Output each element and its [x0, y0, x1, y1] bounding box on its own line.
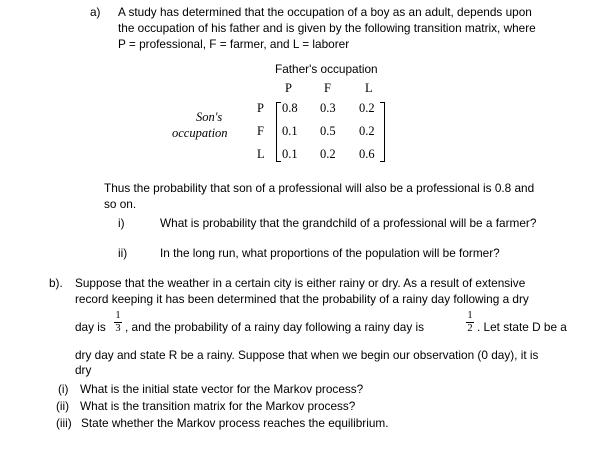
matrix-col-label-l: L — [365, 81, 373, 95]
part-b-question-3-text: State whether the Markov process reaches the equilibrium. — [81, 416, 389, 430]
part-a-explanation-line-2: so on. — [104, 197, 137, 211]
part-b-frac-line-middle: , and the probability of a rainy day following a rainy day is — [125, 320, 425, 334]
matrix-cell: 0.5 — [320, 124, 336, 138]
matrix-row-title-line-2: occupation — [172, 126, 228, 140]
matrix-col-label-f: F — [324, 81, 331, 95]
part-a-intro-line-2: the occupation of his father and is given by the following transition matrix, where — [118, 21, 536, 35]
part-a-intro-line-3: P = professional, F = farmer, and L = laborer — [118, 37, 350, 51]
matrix-cell: 0.6 — [359, 147, 375, 161]
part-b-question-3-num: (iii) — [56, 416, 72, 430]
part-a-intro-line-1: A study has determined that the occupation of a boy as an adult, depends upon — [118, 5, 532, 19]
matrix-cell: 0.1 — [282, 147, 298, 161]
matrix-right-bracket — [380, 102, 385, 162]
matrix-cell: 0.1 — [282, 124, 298, 138]
part-b-continuation-line-2: dry — [75, 363, 92, 377]
matrix-row-label-l: L — [257, 147, 265, 161]
fraction-numerator: 1 — [115, 310, 121, 321]
part-a-question-1-text: What is probability that the grandchild of a professional will be a farmer? — [160, 216, 537, 230]
fraction-one-half — [465, 311, 475, 334]
part-a-question-1-num: i) — [118, 216, 125, 230]
part-a-label: a) — [90, 5, 101, 19]
part-b-question-2-text: What is the transition matrix for the Markov process? — [80, 399, 356, 413]
part-b-question-1-num: (i) — [58, 382, 69, 396]
part-b-label: b). — [49, 276, 63, 290]
part-a-explanation-line-1: Thus the probability that son of a professional will also be a professional is 0.8 and — [104, 181, 535, 195]
matrix-col-label-p: P — [285, 81, 292, 95]
fraction-denominator: 3 — [115, 323, 121, 334]
matrix-cell: 0.3 — [320, 101, 336, 115]
part-b-question-2-num: (ii) — [56, 399, 70, 413]
fraction-one-third — [113, 311, 123, 334]
part-a-question-2-num: ii) — [118, 246, 128, 260]
part-a-question-2-text: In the long run, what proportions of the population will be former? — [160, 246, 500, 260]
part-b-question-1-text: What is the initial state vector for the Markov process? — [80, 382, 364, 396]
matrix-cell: 0.8 — [282, 101, 298, 115]
part-b-frac-line-end: . Let state D be a — [477, 320, 567, 334]
matrix-row-label-p: P — [257, 101, 264, 115]
part-b-line-2: record keeping it has been determined that the probability of a rainy day following a dry — [75, 292, 529, 306]
matrix-column-title: Father's occupation — [275, 62, 378, 76]
fraction-numerator: 1 — [467, 310, 473, 321]
matrix-cell: 0.2 — [320, 147, 336, 161]
part-b-continuation-line-1: dry day and state R be a rainy. Suppose that when we begin our observation (0 day), it is — [75, 348, 539, 362]
part-b-frac-line-start: day is — [75, 320, 106, 334]
part-b-line-1: Suppose that the weather in a certain city is either rainy or dry. As a result of extensive — [75, 276, 526, 290]
matrix-row-title-line-1: Son's — [196, 110, 223, 124]
matrix-row-label-f: F — [257, 124, 264, 138]
matrix-cell: 0.2 — [359, 101, 375, 115]
matrix-left-bracket — [276, 102, 281, 162]
matrix-cell: 0.2 — [359, 124, 375, 138]
fraction-denominator: 2 — [467, 323, 473, 334]
